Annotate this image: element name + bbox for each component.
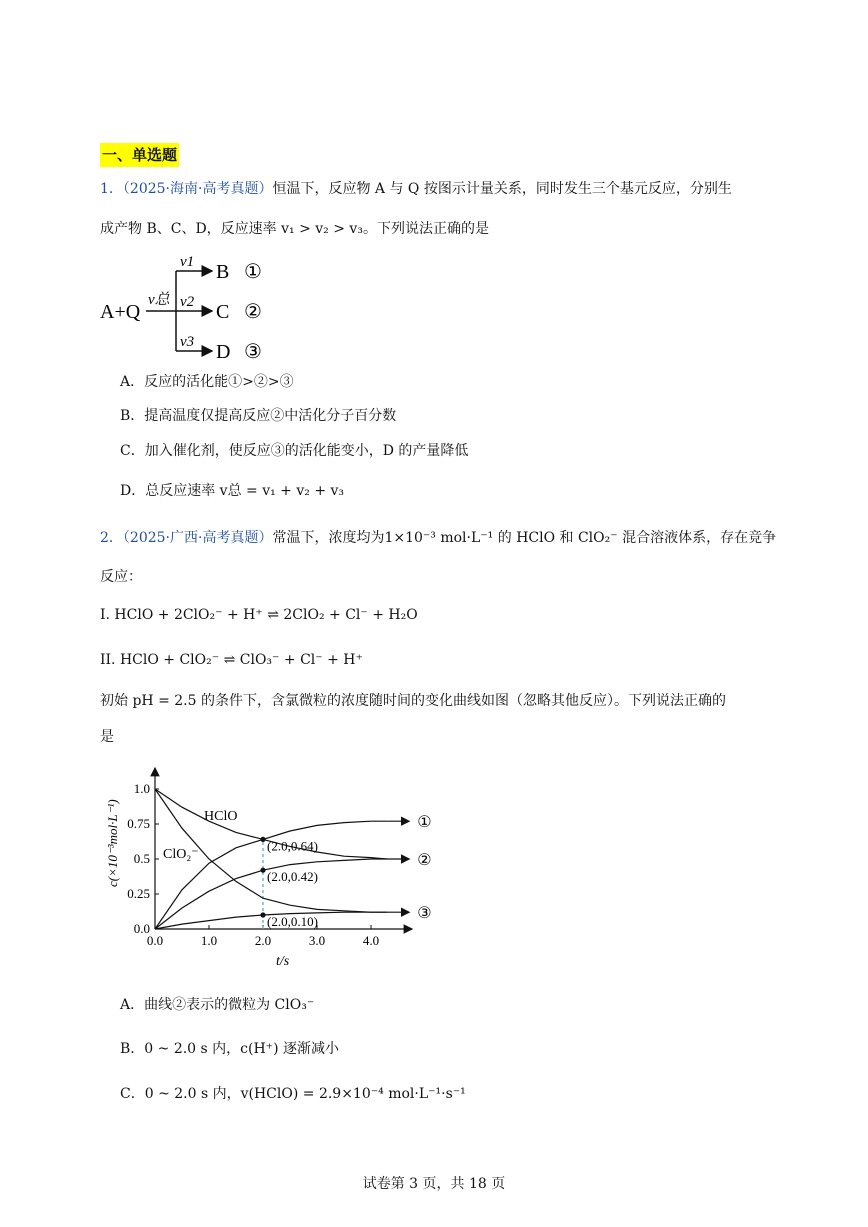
marked-point-label-2: (2.0,0.10): [267, 914, 318, 929]
marked-point-label-1: (2.0,0.42): [267, 869, 318, 885]
q2-stem-line4: 是: [100, 729, 114, 745]
q1-product-b: B: [216, 261, 230, 283]
x-tick-label-2: 2.0: [254, 933, 272, 948]
q2-stem-line3: 初始 pH = 2.5 的条件下，含氯微粒的浓度随时间的变化曲线如图（忽略其他反应）。下列说法正确的: [100, 693, 726, 709]
x-tick-label-1: 1.0: [200, 933, 218, 948]
y-tick-label-1: 0.25: [127, 886, 150, 901]
x-axis-label: t/s: [276, 954, 290, 969]
q1-reaction-diagram: [100, 248, 290, 363]
page-footer: 试卷第 3 页，共 18 页: [362, 1176, 506, 1192]
q1-option-a[interactable]: A．反应的活化能①>②>③: [120, 374, 294, 390]
marked-point-1: [260, 868, 265, 873]
marked-point-2: [260, 912, 265, 917]
end-label-2: ③: [417, 905, 432, 923]
q1-rate-2: v2: [180, 294, 195, 310]
y-axis-label: c(×10⁻³mol·L⁻¹): [105, 799, 120, 887]
q1-product-c: C: [216, 301, 230, 323]
y-tick-label-4: 1.0: [133, 781, 150, 796]
q1-label-2: ②: [244, 301, 262, 323]
section-title: 一、单选题: [100, 143, 179, 167]
q1-rate-1: v1: [180, 254, 195, 270]
q1-stem-line2: 成产物 B、C、D，反应速率 v₁ > v₂ > v₃。下列说法正确的是: [100, 221, 489, 237]
x-tick-label-4: 4.0: [362, 933, 380, 948]
marked-point-0: [260, 837, 265, 842]
q1-number: 1．: [100, 181, 123, 197]
y-tick-label-3: 0.75: [127, 816, 150, 831]
q1-total-rate: v总: [148, 292, 170, 308]
q2-concentration-chart: [100, 762, 440, 972]
q2-option-b[interactable]: B．0 ~ 2.0 s 内，c(H⁺) 逐渐减小: [120, 1041, 339, 1057]
q2-stem-line1: [100, 527, 778, 549]
q1-rate-3: v3: [180, 334, 195, 350]
q1-source: （2025·海南·高考真题）: [122, 181, 273, 197]
q1-label-3: ③: [244, 341, 262, 363]
q2-source: （2025·广西·高考真题）: [122, 530, 273, 546]
q1-option-b[interactable]: B．提高温度仅提高反应②中活化分子百分数: [120, 408, 397, 424]
q2-reaction-1: I. HClO + 2ClO₂⁻ + H⁺ ⇌ 2ClO₂ + Cl⁻ + H₂O: [100, 607, 418, 623]
x-tick-label-3: 3.0: [308, 933, 326, 948]
q1-stem-line1: [100, 178, 778, 200]
q2-reaction-2: II. HClO + ClO₂⁻ ⇌ ClO₃⁻ + Cl⁻ + H⁺: [100, 652, 363, 668]
q2-option-a[interactable]: A．曲线②表示的微粒为 ClO₃⁻: [120, 997, 315, 1013]
marked-point-label-0: (2.0,0.64): [267, 838, 318, 854]
q1-label-1: ①: [244, 261, 262, 283]
q1-stem-text1: 恒温下，反应物 A 与 Q 按图示计量关系，同时发生三个基元反应，分别生: [272, 181, 732, 197]
end-label-1: ②: [417, 852, 432, 869]
q2-number: 2．: [100, 530, 123, 546]
series-label-clo2: ClO₂⁻: [163, 847, 199, 862]
q2-stem-line2: 反应：: [100, 569, 142, 585]
q1-option-c[interactable]: C．加入催化剂，使反应③的活化能变小，D 的产量降低: [120, 443, 469, 459]
series-label-hclo: HClO: [204, 809, 238, 824]
end-label-0: ①: [417, 814, 432, 832]
y-tick-label-2: 0.5: [133, 851, 150, 866]
q2-stem-text1: 常温下，浓度均为1×10⁻³ mol·L⁻¹ 的 HClO 和 ClO₂⁻ 混合溶液体系，存在竞争: [272, 530, 777, 546]
x-tick-label-0: 0.0: [146, 933, 164, 948]
q1-reactant-label: A+Q: [100, 301, 141, 323]
q2-option-c[interactable]: C．0 ~ 2.0 s 内，v(HClO) = 2.9×10⁻⁴ mol·L⁻¹·s⁻¹: [120, 1086, 466, 1102]
q1-option-d[interactable]: D．总反应速率 v总 = v₁ + v₂ + v₃: [120, 483, 345, 499]
y-tick-label-0: 0.0: [133, 921, 150, 936]
q1-product-d: D: [216, 341, 231, 363]
